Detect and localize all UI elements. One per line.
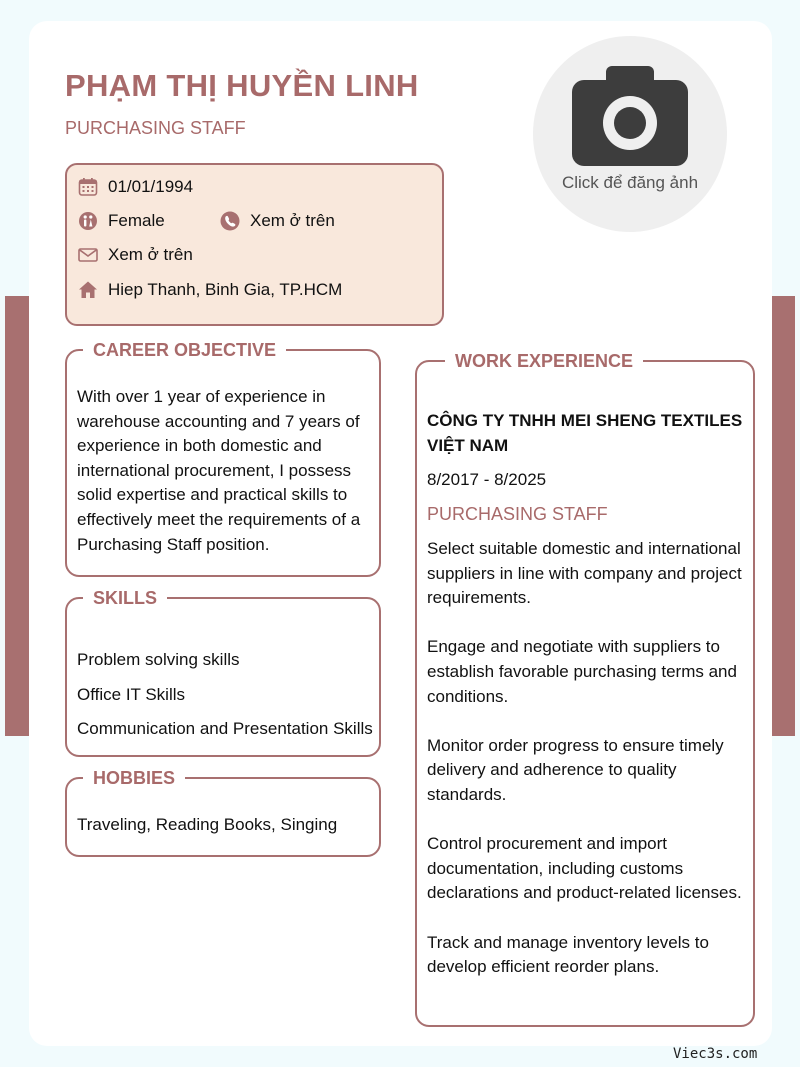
contact-birthday bbox=[78, 177, 193, 197]
duty-item: Track and manage inventory levels to develop efficient reorder plans. bbox=[427, 932, 709, 977]
gender-value: Female bbox=[108, 211, 165, 230]
skill-item: Problem solving skills bbox=[77, 650, 240, 669]
employment-period: 8/2017 - 8/2025 bbox=[427, 470, 547, 489]
skills-section bbox=[65, 588, 381, 757]
skill-item: Office IT Skills bbox=[77, 685, 186, 704]
work-experience-title: WORK EXPERIENCE bbox=[445, 349, 643, 373]
upload-photo-button[interactable] bbox=[533, 36, 727, 232]
right-accent-bar bbox=[771, 296, 795, 736]
duty-item: Select suitable domestic and international suppliers in line with company and project requirements. bbox=[427, 539, 742, 608]
email-value: Xem ở trên bbox=[108, 245, 193, 264]
contact-gender bbox=[78, 211, 165, 231]
contact-address bbox=[78, 280, 342, 300]
gender-icon bbox=[78, 211, 98, 231]
camera-icon bbox=[571, 64, 689, 168]
career-objective-section bbox=[65, 340, 381, 577]
address-value: Hiep Thanh, Binh Gia, TP.HCM bbox=[108, 280, 343, 299]
upload-photo-label: Click để đăng ảnh bbox=[561, 173, 699, 192]
phone-value: Xem ở trên bbox=[250, 211, 335, 230]
brand-watermark: Viec3s.com bbox=[673, 1046, 758, 1062]
hobbies-title: HOBBIES bbox=[83, 766, 185, 790]
hobbies-section bbox=[65, 768, 381, 857]
duty-item: Control procurement and import documentation, including customs declarations and product-related licenses. bbox=[427, 834, 742, 903]
candidate-name: PHẠM THỊ HUYỀN LINH bbox=[65, 68, 419, 103]
contact-phone bbox=[220, 211, 335, 231]
birthday-value: 01/01/1994 bbox=[108, 177, 194, 196]
phone-icon bbox=[220, 211, 240, 231]
left-accent-bar bbox=[5, 296, 29, 736]
skill-item: Communication and Presentation Skills bbox=[77, 719, 373, 738]
email-icon bbox=[78, 245, 98, 265]
calendar-icon bbox=[78, 177, 98, 197]
candidate-position: PURCHASING STAFF bbox=[65, 118, 246, 138]
contact-panel bbox=[65, 163, 444, 326]
career-objective-title: CAREER OBJECTIVE bbox=[83, 338, 286, 362]
work-experience-section bbox=[415, 351, 755, 1027]
duty-item: Engage and negotiate with suppliers to establish favorable purchasing terms and conditions. bbox=[427, 637, 737, 706]
hobbies-text: Traveling, Reading Books, Singing bbox=[77, 815, 338, 834]
duties-list bbox=[427, 537, 747, 980]
experience-entry bbox=[427, 408, 747, 980]
home-icon bbox=[78, 280, 98, 300]
company-name: CÔNG TY TNHH MEI SHENG TEXTILES VIỆT NAM bbox=[427, 411, 743, 455]
duty-item: Monitor order progress to ensure timely delivery and adherence to quality standards. bbox=[427, 735, 724, 804]
skills-title: SKILLS bbox=[83, 586, 167, 610]
job-title: PURCHASING STAFF bbox=[427, 504, 608, 524]
career-objective-text: With over 1 year of experience in warehouse accounting and 7 years of experience in both domestic and international procurement, I possess solid expertise and practical skills to effectively meet the requirements of a Purchasing Staff position. bbox=[77, 387, 361, 554]
contact-email bbox=[78, 245, 193, 265]
